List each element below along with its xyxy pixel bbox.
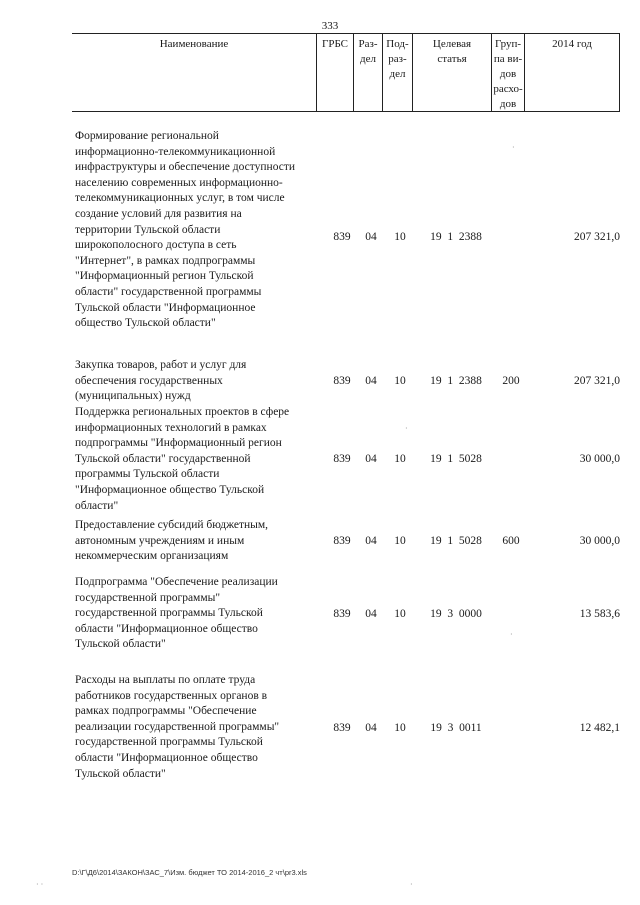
scan-speck: ·	[510, 630, 513, 639]
scan-speck: ·	[512, 143, 515, 152]
row-razdel: 04	[365, 535, 377, 547]
row-gruppa: 200	[502, 375, 520, 387]
row-celevaya: 19 3 0011	[430, 722, 482, 734]
row-razdel: 04	[365, 375, 377, 387]
header-name: Наименование	[159, 38, 229, 50]
header-celevaya: Целевая статья	[412, 34, 491, 111]
scan-speck: ·	[410, 880, 413, 889]
row-amount: 207 321,0	[574, 375, 620, 387]
row-celevaya: 19 3 0000	[430, 608, 482, 620]
row-amount: 30 000,0	[579, 535, 620, 547]
row-amount: 12 482,1	[579, 722, 620, 734]
row-grbs: 839	[333, 231, 351, 243]
row-grbs: 839	[333, 375, 351, 387]
row-celevaya: 19 1 5028	[430, 453, 482, 465]
row-name: Подпрограмма "Обеспечение реализации государственной программы" государственной программы Тульской области "Информационное общество Тульской области"	[75, 576, 278, 651]
scan-speck: ·	[405, 424, 408, 433]
row-name: Закупка товаров, работ и услуг для обеспечения государственных (муниципальных) нужд	[75, 359, 247, 403]
row-podrazdel: 10	[394, 453, 406, 465]
row-podrazdel: 10	[394, 231, 406, 243]
row-amount: 13 583,6	[579, 608, 620, 620]
file-path-footer: D:\Г\Д6\2014\ЗАКОН\ЗАС_7\Изм. бюджет ТО 2014-2016_2 чт\pr3.xls	[72, 868, 307, 877]
row-name: Расходы на выплаты по оплате труда работников государственных органов в рамках подпрограммы "Обеспечение реализации государственной программы" государственной программы Тульской области "Информационное общество Тульской области"	[75, 674, 280, 780]
scan-speck: · ·	[36, 880, 44, 889]
row-grbs: 839	[333, 722, 351, 734]
page-number: 333	[321, 20, 339, 32]
header-grbs: ГРБС	[316, 34, 353, 111]
row-grbs: 839	[333, 535, 351, 547]
header-gruppa: Груп- па ви- дов расхо- дов	[491, 34, 524, 111]
row-podrazdel: 10	[394, 535, 406, 547]
header-podrazdel: Под- раз- дел	[382, 34, 412, 111]
row-podrazdel: 10	[394, 722, 406, 734]
row-grbs: 839	[333, 608, 351, 620]
table-header	[72, 33, 620, 112]
row-name: Формирование региональной информационно-телекоммуникационной инфраструктуры и обеспечение доступности населению современных информационно- телекоммуникационных услуг, в том числе создание условий для развития на территории Тульской области широкополосного доступа в сеть "Интернет", в рамках подпрограммы "Информационный регион Тульской области" государственной программы Тульской области "Информационное общество Тульской области"	[75, 130, 296, 330]
row-razdel: 04	[365, 608, 377, 620]
row-podrazdel: 10	[394, 608, 406, 620]
row-podrazdel: 10	[394, 375, 406, 387]
row-amount: 207 321,0	[574, 231, 620, 243]
row-razdel: 04	[365, 453, 377, 465]
row-celevaya: 19 1 2388	[430, 375, 482, 387]
row-razdel: 04	[365, 722, 377, 734]
row-amount: 30 000,0	[579, 453, 620, 465]
row-celevaya: 19 1 5028	[430, 535, 482, 547]
header-year: 2014 год	[524, 34, 620, 111]
row-grbs: 839	[333, 453, 351, 465]
row-celevaya: 19 1 2388	[430, 231, 482, 243]
row-razdel: 04	[365, 231, 377, 243]
row-name: Предоставление субсидий бюджетным, автономным учреждениям и иным некоммерческим организациям	[75, 519, 269, 563]
header-razdel: Раз- дел	[353, 34, 382, 111]
row-gruppa: 600	[502, 535, 520, 547]
row-name: Поддержка региональных проектов в сфере информационных технологий в рамках подпрограммы "Информационный регион Тульской области" государственной программы Тульской области "Информационное общество Тульской области"	[75, 406, 290, 512]
